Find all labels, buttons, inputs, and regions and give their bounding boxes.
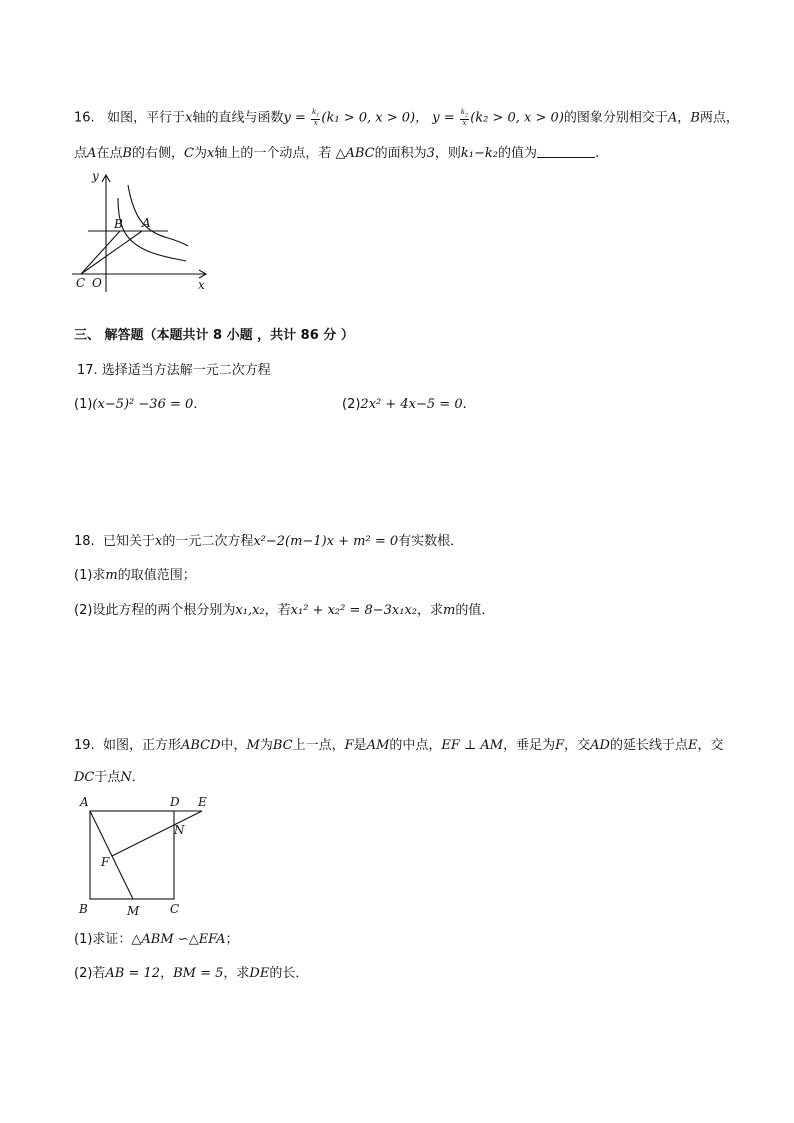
- denominator: x: [313, 119, 318, 128]
- label-c: C: [170, 902, 180, 916]
- q16-text: 两点，: [699, 110, 739, 126]
- q16-text: 的值为: [498, 146, 538, 161]
- k1-sub: 1: [316, 112, 320, 119]
- q18-equation: x²−2(m−1)x + m² = 0: [253, 534, 399, 549]
- q19-line-2: [74, 769, 145, 787]
- period: .: [595, 146, 600, 161]
- perpendicular: EF ⊥ AM: [441, 738, 504, 753]
- label-d: D: [170, 795, 180, 809]
- point-b: B: [122, 146, 132, 161]
- q19-text: ；: [225, 932, 239, 947]
- fraction-k1-over-x: [311, 109, 320, 127]
- similarity: △ABM ∽△EFA: [131, 932, 226, 947]
- comma: ，: [677, 110, 691, 126]
- q16-text: 如图，平行于: [107, 110, 186, 126]
- q19-text: 于点: [94, 770, 121, 785]
- q16-text: 轴上的一个动点，若: [214, 146, 332, 161]
- q19-text: (1)求证：: [74, 932, 132, 947]
- segment-am: [90, 811, 133, 899]
- q18-text: (2)设此方程的两个根分别为: [74, 603, 236, 618]
- equation-1: (x−5)² −36 = 0.: [92, 397, 198, 412]
- point-m: M: [246, 738, 260, 753]
- label-x: x: [198, 278, 205, 292]
- figure-19: [74, 794, 224, 920]
- point-f: F: [344, 738, 354, 753]
- condition-2: (k₂ > 0, x > 0): [470, 110, 564, 126]
- q18-text: ，若: [264, 603, 291, 618]
- curve-k2: [118, 198, 186, 261]
- var-x: x: [154, 534, 163, 549]
- segment-am: AM: [366, 738, 390, 753]
- k1: k: [311, 108, 317, 116]
- label-y: y: [92, 170, 99, 183]
- figure-16: [68, 170, 213, 295]
- q19-part-1: [74, 931, 238, 949]
- q18-number: 18.: [74, 534, 95, 549]
- q18-part-2: [74, 602, 494, 620]
- section-3-title: 三、 解答题（本题共计 8 小题 ，共计 86 分 ）: [74, 328, 354, 343]
- q19-text: ，求: [223, 966, 250, 981]
- point-n: N: [120, 770, 132, 785]
- denominator: x: [462, 119, 467, 128]
- q19-text: 如图，正方形: [102, 738, 181, 753]
- label-b: B: [114, 217, 123, 231]
- roots: x₁,x₂: [235, 603, 265, 618]
- segment-ca: [81, 231, 142, 274]
- q17-part-1: [74, 396, 197, 414]
- q19-text: 是: [353, 738, 367, 753]
- point-e: E: [688, 738, 698, 753]
- q19-text: 的延长线于点: [609, 738, 688, 753]
- segment-cb: [81, 231, 120, 274]
- q19-text: ，垂足为: [503, 738, 556, 753]
- segment-dc: DC: [74, 770, 95, 785]
- q16-text: 为: [193, 146, 207, 161]
- q19-text: 中，: [220, 738, 247, 753]
- var-m: m: [443, 603, 456, 618]
- q16-text: ，则: [434, 146, 461, 161]
- q19-text: ，交: [564, 738, 591, 753]
- equation-2: 2x² + 4x−5 = 0.: [360, 397, 467, 412]
- q16-text: 点: [74, 146, 88, 161]
- q18-line-1: [74, 533, 463, 551]
- comma: ，: [160, 966, 174, 981]
- q18-text: 已知关于: [102, 534, 155, 549]
- q19-text: (2)若: [74, 966, 106, 981]
- q18-text: ，求: [417, 603, 444, 618]
- q18-text: 的一元二次方程: [162, 534, 254, 549]
- q18-text: 的取值范围；: [117, 568, 196, 583]
- square-abcd: ABCD: [180, 738, 221, 753]
- q18-text: 的值．: [455, 603, 495, 618]
- q19-line-1: [74, 737, 724, 755]
- q17-title: 17. 选择适当方法解一元二次方程: [77, 363, 271, 378]
- point-a: A: [667, 110, 678, 126]
- segment-fe: [112, 811, 202, 856]
- var-x: x: [185, 110, 193, 126]
- root-condition: x₁² + x₂² = 8−3x₁x₂: [290, 603, 417, 618]
- ab-value: AB = 12: [105, 966, 161, 981]
- point-f: F: [555, 738, 565, 753]
- k2-sub: 2: [465, 112, 469, 119]
- q16-line-2: [74, 145, 599, 163]
- k1-minus-k2: k₁−k₂: [460, 146, 498, 161]
- q19-text: ，交: [697, 738, 724, 753]
- label-f: F: [101, 855, 110, 869]
- point-c: C: [184, 146, 194, 161]
- label-o: O: [92, 276, 102, 290]
- label-a: A: [80, 795, 89, 809]
- var-x: x: [206, 146, 215, 161]
- answer-blank[interactable]: [537, 145, 595, 158]
- q19-text: ．: [131, 770, 145, 785]
- q18-text: (1)求: [74, 568, 106, 583]
- q16-text: 的右侧，: [131, 146, 184, 161]
- curve-k1: [128, 185, 188, 246]
- q16-number: 16.: [74, 110, 95, 126]
- q16-text: 在点: [96, 146, 123, 161]
- q17-part-2: [342, 396, 467, 414]
- fraction-k2-over-x: [460, 109, 469, 127]
- func-y2: y =: [432, 110, 459, 126]
- part-label: (1): [74, 397, 93, 412]
- q19-part-2: [74, 965, 308, 983]
- label-a: A: [142, 216, 151, 230]
- q19-text: 为: [259, 738, 273, 753]
- label-m: M: [127, 904, 140, 918]
- q16-text: 的面积为: [374, 146, 427, 161]
- q16-text: 轴的直线与函数: [192, 110, 284, 126]
- q18-text: 有实数根．: [398, 534, 464, 549]
- segment-de: DE: [249, 966, 270, 981]
- label-b: B: [79, 902, 88, 916]
- condition-1: (k₁ > 0, x > 0)，: [321, 110, 429, 126]
- label-c: C: [76, 276, 86, 290]
- point-b: B: [690, 110, 700, 126]
- q16-line-1: [74, 109, 739, 128]
- q19-text: 的长．: [269, 966, 309, 981]
- label-n: N: [174, 823, 185, 837]
- label-e: E: [198, 795, 207, 809]
- q16-text: 的图象分别相交于: [563, 110, 668, 126]
- triangle-abc: △ABC: [335, 146, 375, 161]
- k2: k: [460, 108, 466, 116]
- q19-number: 19.: [74, 738, 95, 753]
- segment-bc: BC: [272, 738, 293, 753]
- bm-value: BM = 5: [173, 966, 224, 981]
- var-m: m: [105, 568, 118, 583]
- area-value: 3: [426, 146, 435, 161]
- point-a: A: [87, 146, 97, 161]
- q18-part-1: [74, 567, 196, 585]
- q19-text: 上一点，: [292, 738, 345, 753]
- func-y1: y =: [283, 110, 310, 126]
- part-label: (2): [342, 397, 361, 412]
- segment-ad: AD: [590, 738, 610, 753]
- q19-text: 的中点，: [389, 738, 442, 753]
